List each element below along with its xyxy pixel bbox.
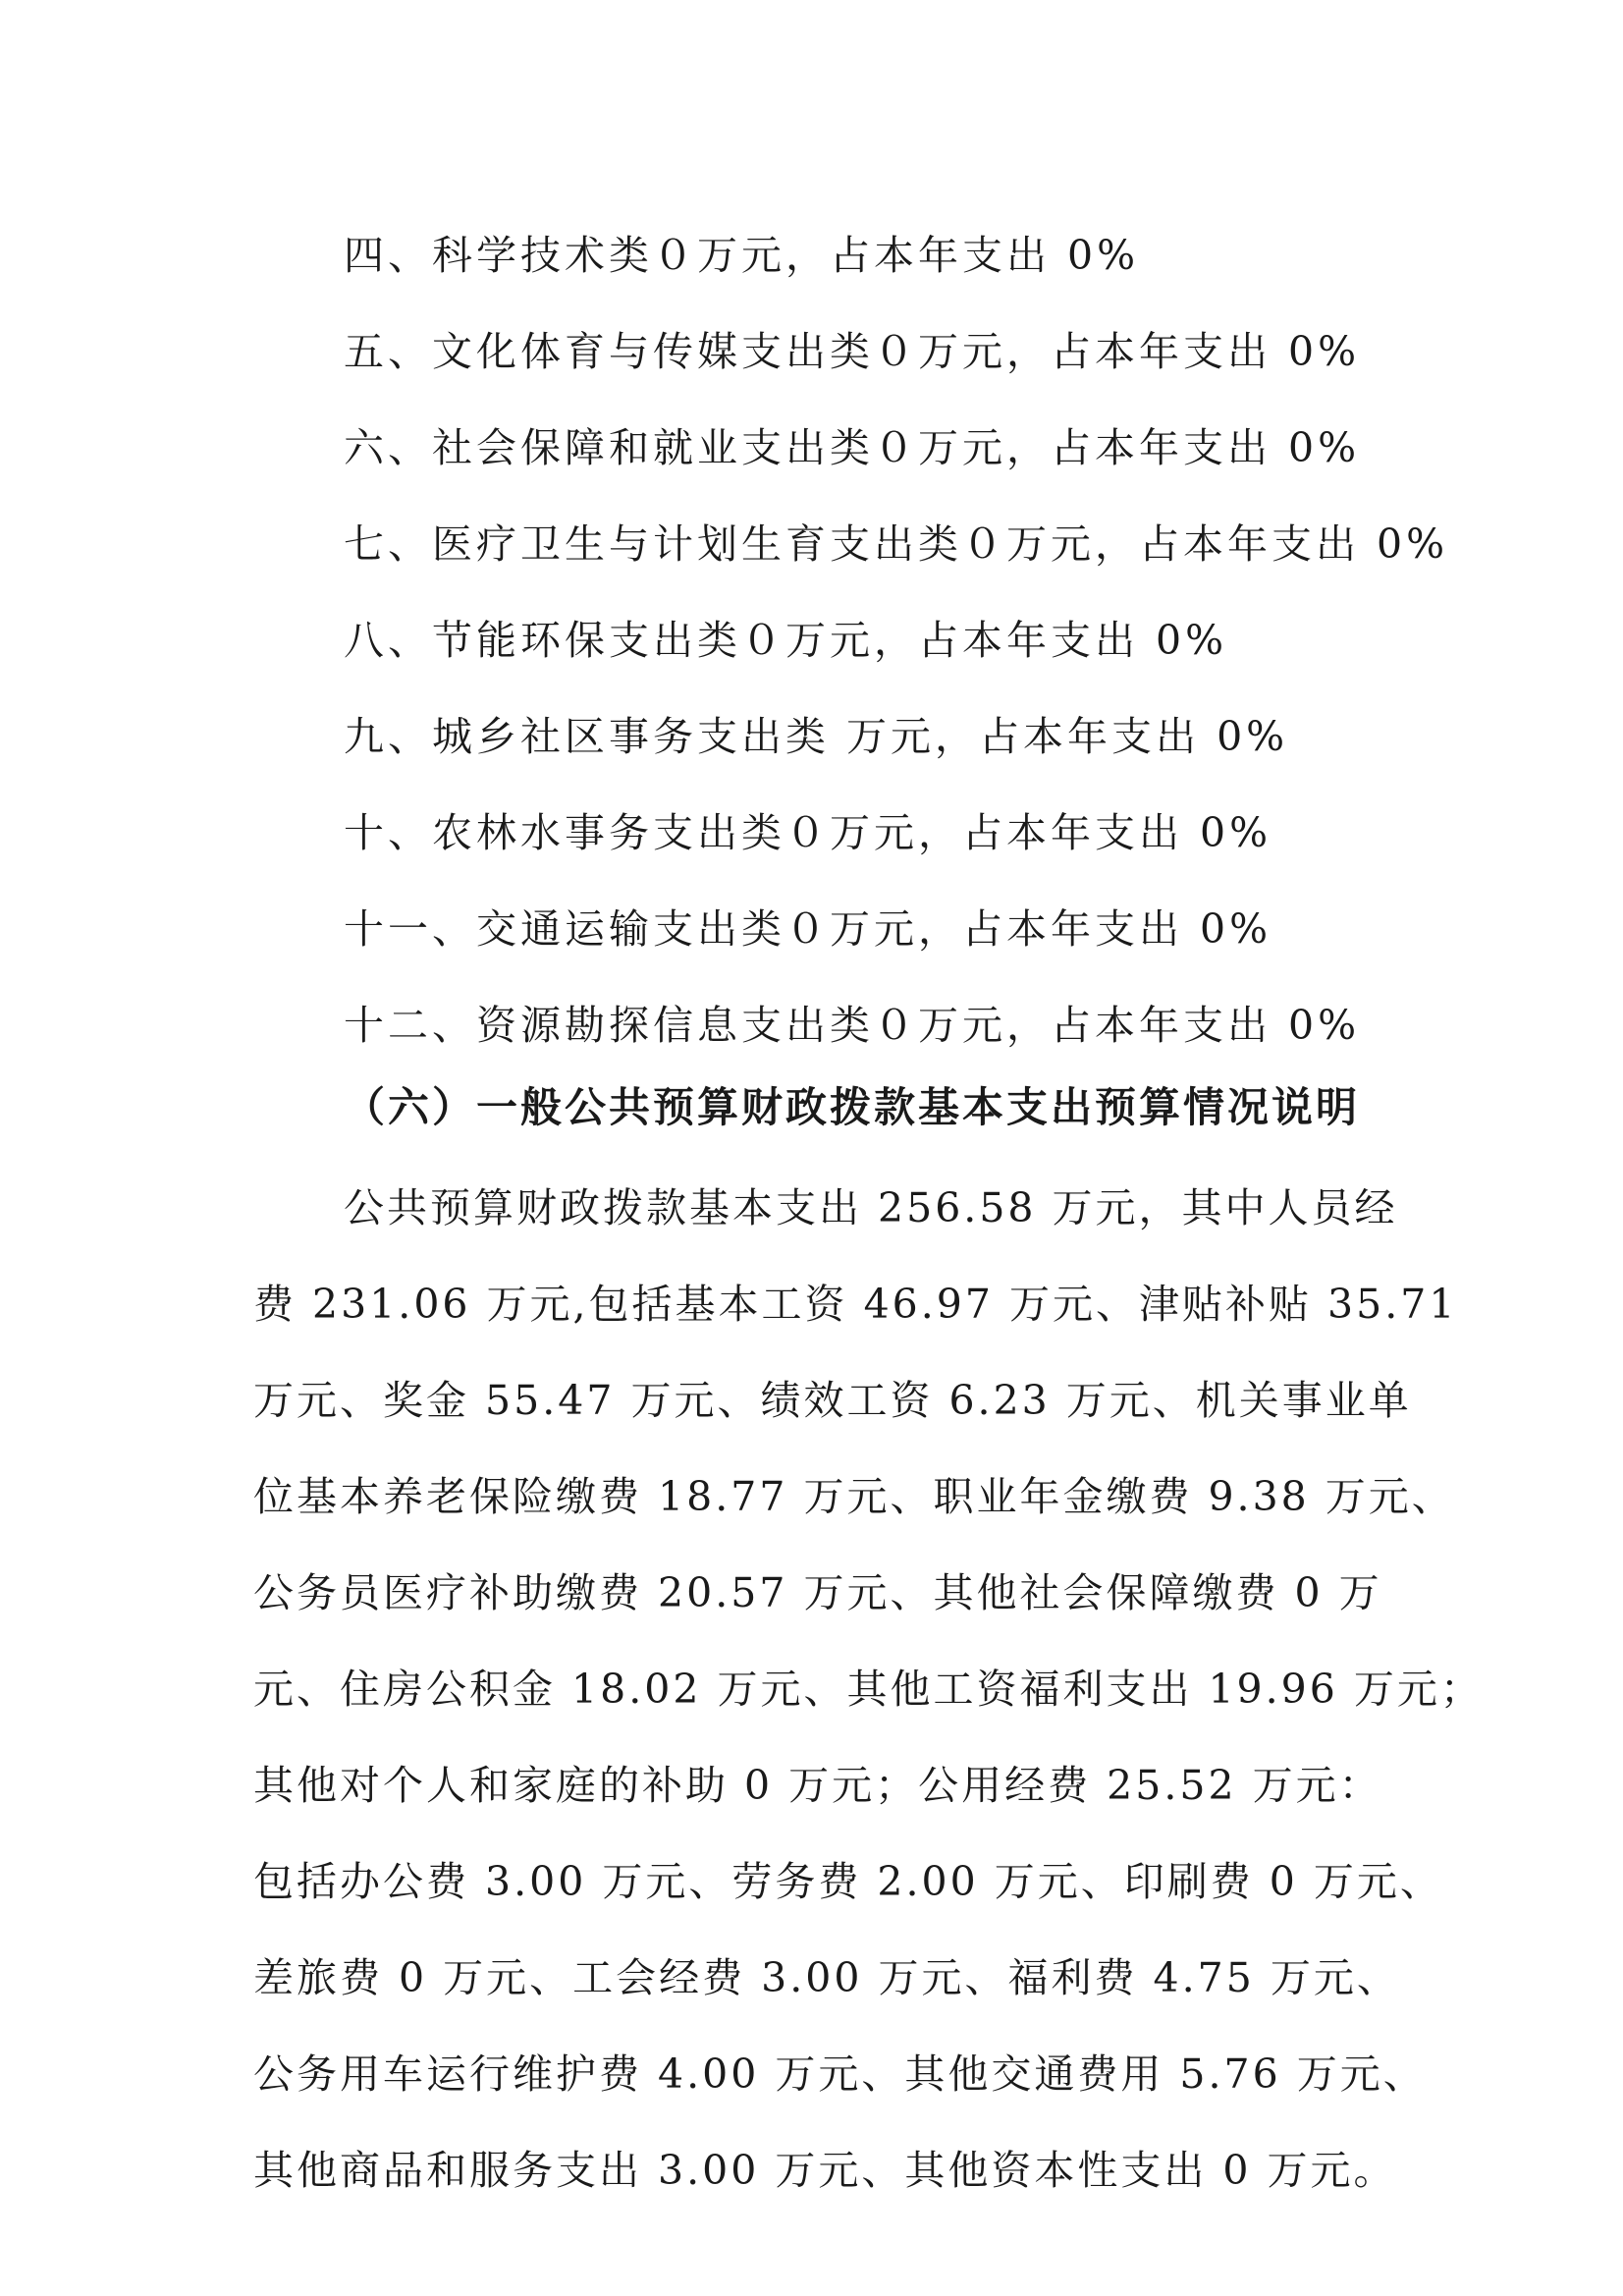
paragraph-line: 公务员医疗补助缴费 20.57 万元、其他社会保障缴费 0 万	[253, 1569, 1382, 1616]
paragraph-line: 万元、奖金 55.47 万元、绩效工资 6.23 万元、机关事业单	[253, 1377, 1412, 1424]
paragraph-line: 位基本养老保险缴费 18.77 万元、职业年金缴费 9.38 万元、	[253, 1473, 1455, 1520]
list-item: 十一、交通运输支出类０万元，占本年支出 0%	[344, 905, 1272, 953]
paragraph-line: 费 231.06 万元,包括基本工资 46.97 万元、津贴补贴 35.71	[253, 1281, 1458, 1328]
list-item: 四、科学技术类０万元，占本年支出 0%	[344, 232, 1140, 279]
paragraph-line: 元、住房公积金 18.02 万元、其他工资福利支出 19.96 万元；	[253, 1666, 1484, 1713]
paragraph-line: 其他对个人和家庭的补助 0 万元；公用经费 25.52 万元：	[253, 1762, 1382, 1809]
paragraph-line: 差旅费 0 万元、工会经费 3.00 万元、福利费 4.75 万元、	[253, 1954, 1400, 2001]
list-item: 六、社会保障和就业支出类０万元，占本年支出 0%	[344, 424, 1361, 471]
list-item: 十、农林水事务支出类０万元，占本年支出 0%	[344, 809, 1272, 856]
paragraph-line: 公务用车运行维护费 4.00 万元、其他交通费用 5.76 万元、	[253, 2050, 1427, 2098]
list-item: 五、文化体育与传媒支出类０万元，占本年支出 0%	[344, 328, 1361, 375]
list-item: 七、医疗卫生与计划生育支出类０万元，占本年支出 0%	[344, 520, 1449, 568]
list-item: 九、城乡社区事务支出类 万元，占本年支出 0%	[344, 713, 1289, 760]
paragraph-line: 其他商品和服务支出 3.00 万元、其他资本性支出 0 万元。	[253, 2147, 1397, 2194]
section-heading: （六）一般公共预算财政拨款基本支出预算情况说明	[344, 1083, 1361, 1131]
paragraph-line: 包括办公费 3.00 万元、劳务费 2.00 万元、印刷费 0 万元、	[253, 1858, 1443, 1905]
list-item: 八、节能环保支出类０万元，占本年支出 0%	[344, 617, 1228, 664]
paragraph-line: 公共预算财政拨款基本支出 256.58 万元，其中人员经	[344, 1184, 1398, 1231]
list-item: 十二、资源勘探信息支出类０万元，占本年支出 0%	[344, 1002, 1361, 1049]
